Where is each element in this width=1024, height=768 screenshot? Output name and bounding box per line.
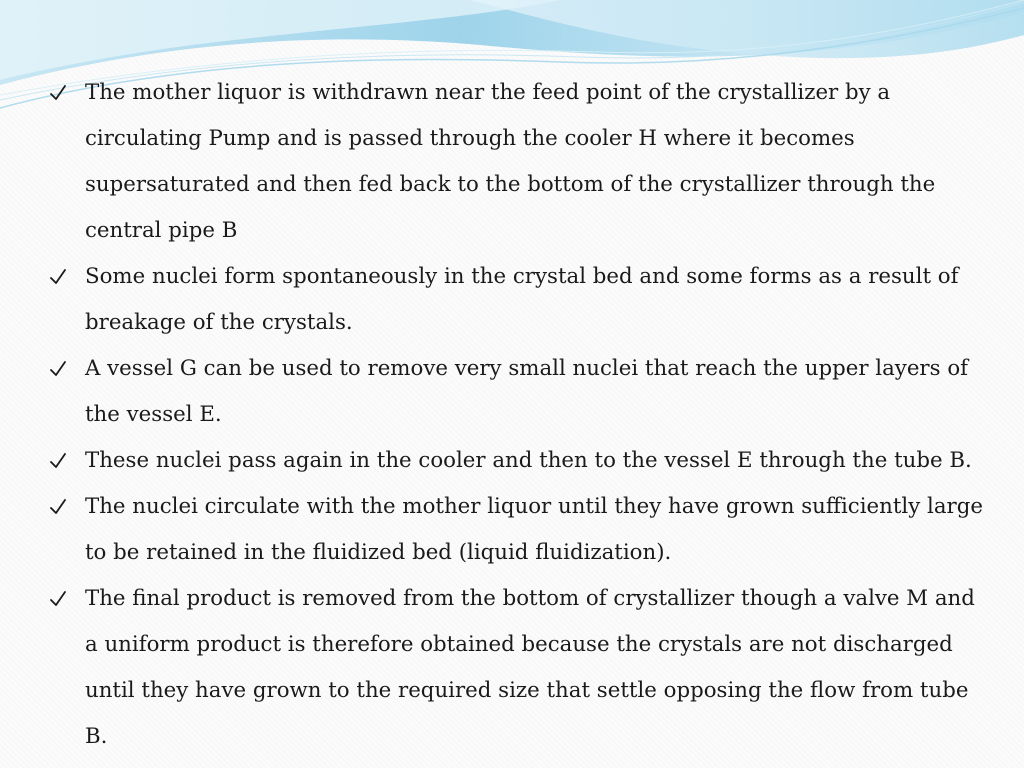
bullet-item — [0, 70, 1024, 254]
checkmark-icon — [49, 84, 67, 102]
bullet-line: the vessel E. — [85, 402, 222, 427]
bullet-line: The final product is removed from the bottom of crystallizer though a valve M and — [85, 586, 975, 611]
bullet-item — [0, 576, 1024, 760]
bullet-line: a uniform product is therefore obtained because the crystals are not discharged — [85, 632, 953, 657]
checkmark-icon — [49, 452, 67, 470]
bullet-line: The nuclei circulate with the mother liquor until they have grown sufficiently large — [85, 494, 983, 519]
bullet-line: These nuclei pass again in the cooler and then to the vessel E through the tube B. — [85, 448, 972, 473]
checkmark-icon — [49, 498, 67, 516]
bullet-line: supersaturated and then fed back to the bottom of the crystallizer through the — [85, 172, 936, 197]
bullet-line: until they have grown to the required size that settle opposing the flow from tube — [85, 678, 969, 703]
bullet-line: B. — [85, 724, 108, 749]
bullet-item — [0, 346, 1024, 438]
bullet-item — [0, 254, 1024, 346]
checkmark-icon — [49, 268, 67, 286]
bullet-line: Some nuclei form spontaneously in the crystal bed and some forms as a result of — [85, 264, 959, 289]
bullet-line: to be retained in the fluidized bed (liquid fluidization). — [85, 540, 672, 565]
bullet-line: A vessel G can be used to remove very small nuclei that reach the upper layers of — [85, 356, 969, 381]
bullet-line: central pipe B — [85, 218, 238, 243]
bullet-item — [0, 438, 1024, 484]
bullet-list — [0, 70, 1024, 760]
bullet-line: circulating Pump and is passed through the cooler H where it becomes — [85, 126, 855, 151]
bullet-line: The mother liquor is withdrawn near the feed point of the crystallizer by a — [85, 80, 891, 105]
checkmark-icon — [49, 360, 67, 378]
bullet-item — [0, 484, 1024, 576]
bullet-line: breakage of the crystals. — [85, 310, 353, 335]
checkmark-icon — [49, 590, 67, 608]
